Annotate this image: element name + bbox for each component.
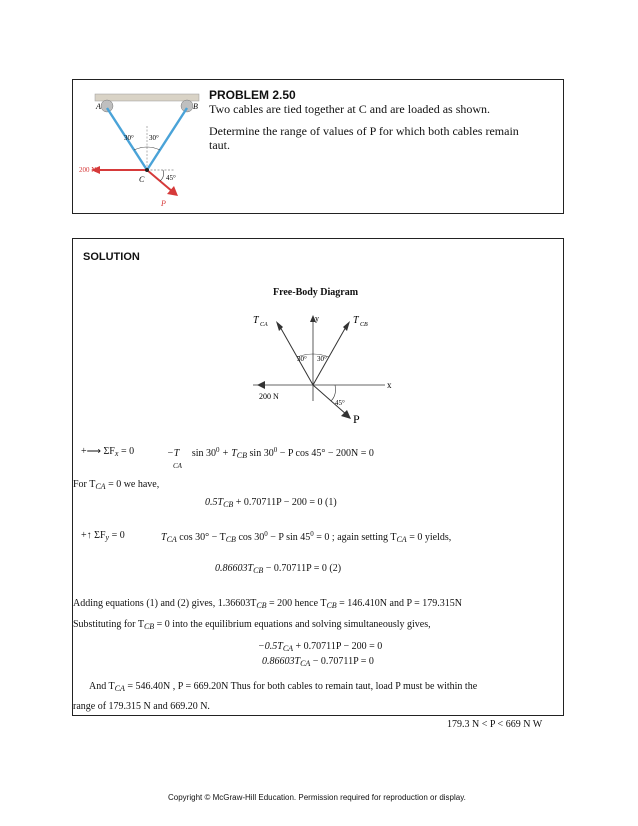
plus-right-arrow-icon: +⟶: [81, 446, 101, 457]
fbd-tcb-label: T: [353, 315, 359, 326]
fbd-tca-label: T: [253, 315, 259, 326]
problem-figure: [77, 86, 217, 211]
eq2-sub-ca2: CA: [396, 535, 407, 544]
eq-sumfy-sub: y: [105, 533, 110, 542]
eq2-part3: − P sin 45: [270, 532, 311, 543]
eq-sumfx-row: [81, 446, 134, 458]
label-p: P: [161, 199, 166, 208]
fbd-tca-sub: CA: [260, 322, 268, 328]
solution-box: [72, 238, 564, 716]
adding-text2: = 200 hence T: [269, 598, 327, 609]
eq-b-sub: CB: [253, 566, 264, 575]
eq-d-rest: − 0.70711P = 0: [312, 656, 374, 667]
eq1-sup1: 0: [215, 446, 220, 454]
eq1-sup2: 0: [273, 446, 278, 454]
eq1-part-d: sin 30: [249, 448, 274, 459]
eq-c-lead: −0.5T: [258, 641, 283, 652]
subst-text1: Substituting for T: [73, 619, 144, 630]
eq-b: [215, 563, 341, 575]
eq-d-lead: 0.86603T: [262, 656, 301, 667]
eq1-part-e: − P cos 45° − 200N = 0: [279, 448, 374, 459]
substituting-line: [73, 619, 431, 631]
eq1-body: [167, 446, 374, 460]
final-answer: 179.3 N < P < 669 N W: [447, 719, 543, 730]
ceiling-bar: [95, 94, 199, 101]
eq-sumfx-sub: x: [114, 449, 119, 458]
eq1-sub-ca: CA: [173, 462, 182, 470]
eq-sumfy-eq: = 0: [111, 530, 125, 541]
eq-a-sub: CB: [223, 500, 234, 509]
for-tca-text1: For T: [73, 479, 96, 490]
subst-text2: = 0 into the equilibrium equations and solving simultaneously gives,: [156, 619, 431, 630]
fbd-p-label: P: [353, 412, 360, 426]
fbd-title: Free-Body Diagram: [273, 287, 359, 298]
eq1-part-b: sin 30: [191, 448, 216, 459]
plus-up-arrow-icon: +↑: [81, 530, 92, 541]
copyright-footer: Copyright © McGraw-Hill Education. Permission required for reproduction or display.: [168, 793, 466, 802]
adding-text3: = 146.410N and P = 179.315N: [339, 598, 463, 609]
eq2-part2: cos 30: [238, 532, 265, 543]
for-tca-sub: CA: [95, 482, 106, 491]
and-line: [89, 681, 477, 693]
eq1-part-a: −T: [167, 448, 180, 459]
eq-b-rest: − 0.70711P = 0 (2): [265, 563, 342, 574]
eq2-part4: = 0 ; again setting T: [316, 532, 397, 543]
solution-heading: SOLUTION: [83, 251, 140, 263]
fbd-200-label: 200 N: [259, 392, 279, 401]
label-b: B: [193, 102, 198, 111]
adding-line: [73, 598, 462, 610]
eq2-sub-ca: CA: [166, 535, 177, 544]
for-tca-line: [73, 479, 159, 491]
and-text1: And T: [89, 681, 115, 692]
eq-c-sub: CA: [282, 644, 294, 653]
adding-text1: Adding equations (1) and (2) gives, 1.36603T: [73, 598, 257, 609]
eq-sumfy-symbol: ΣF: [94, 530, 106, 541]
free-body-diagram: [235, 309, 401, 439]
fbd-x-label: x: [387, 380, 392, 390]
eq1-part-c: + T: [221, 448, 237, 459]
fbd-200-arrowhead: [257, 381, 265, 389]
label-200n: 200 N: [79, 166, 97, 174]
eq1-sub-cb: CB: [236, 451, 248, 460]
fbd-y-label: y: [315, 314, 319, 323]
label-angle-right: 30°: [149, 134, 159, 142]
and-sub: CA: [114, 684, 125, 693]
subst-sub: CB: [143, 622, 155, 631]
for-tca-text2: = 0 we have,: [108, 479, 160, 490]
problem-text-line2: Determine the range of values of P for which both cables remain: [209, 124, 519, 138]
fbd-tca: [279, 325, 313, 385]
eq-d: [262, 656, 374, 668]
eq-sumfx-symbol: ΣF: [103, 446, 115, 457]
angle-45-arc: [160, 170, 164, 181]
eq-d-sub: CA: [300, 659, 311, 668]
eq2-part5: = 0 yields,: [409, 532, 452, 543]
problem-title: PROBLEM 2.50: [209, 88, 296, 102]
eq-a-lead: 0.5T: [205, 497, 224, 508]
and-text2: = 546.40N , P = 669.20N Thus for both cables to remain taut, load P must be within the: [127, 681, 478, 692]
eq2-sup2: 0: [310, 530, 314, 538]
problem-box: [72, 79, 564, 214]
problem-text-line3: taut.: [209, 138, 230, 152]
eq-c: [258, 641, 382, 653]
eq-b-lead: 0.86603T: [215, 563, 254, 574]
fbd-angle2: 30°: [317, 355, 327, 363]
eq2-part1: cos 30° − T: [179, 532, 226, 543]
eq2-sub-cb: CB: [225, 535, 236, 544]
problem-text-line1: Two cables are tied together at C and are loaded as shown.: [209, 102, 491, 116]
eq-sumfx-eq: = 0: [120, 446, 135, 457]
fbd-tcb-sub: CB: [360, 322, 368, 328]
eq-a-rest: + 0.70711P − 200 = 0 (1): [235, 497, 337, 508]
label-c: C: [139, 175, 145, 184]
fbd-45-label: 45°: [335, 399, 345, 407]
adding-sub1: CB: [256, 601, 267, 610]
adding-sub2: CB: [326, 601, 337, 610]
point-c: [145, 168, 149, 172]
eq2-sup1: 0: [264, 530, 268, 538]
eq2-body: [161, 530, 451, 544]
label-angle-left: 30°: [124, 134, 134, 142]
eq-sumfy-row: [81, 530, 125, 542]
label-angle-45: 45°: [166, 174, 176, 182]
fbd-angle1: 30°: [297, 355, 307, 363]
eq2-tca: T: [161, 532, 167, 543]
eq-a: [205, 497, 337, 509]
label-a: A: [96, 102, 101, 111]
range-line: range of 179.315 N and 669.20 N.: [73, 701, 210, 712]
eq-c-rest: + 0.70711P − 200 = 0: [295, 641, 383, 652]
